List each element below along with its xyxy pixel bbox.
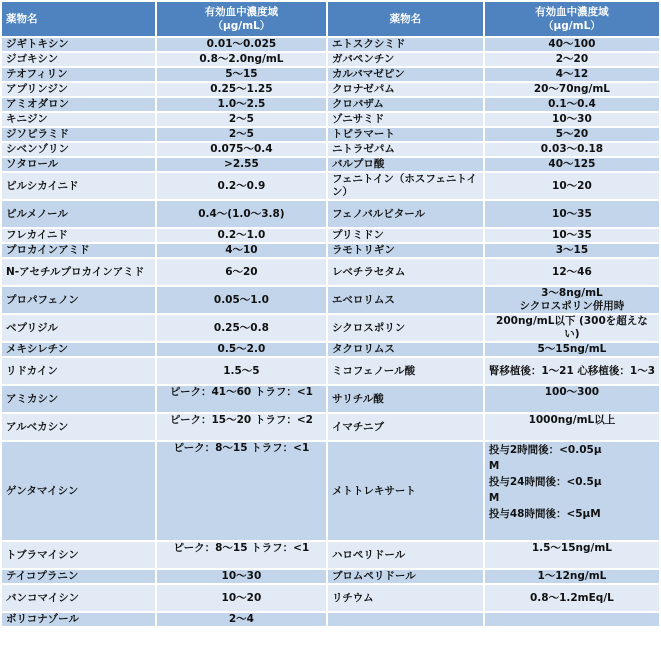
drug-name-cell: ベプリジル <box>2 315 155 341</box>
drug-name-cell: サリチル酸 <box>328 386 483 412</box>
range-cell: 0.8～2.0ng/mL <box>157 53 326 66</box>
range-cell: 2～5 <box>157 128 326 141</box>
drug-name-cell: ミコフェノール酸 <box>328 358 483 384</box>
drug-name-cell: ソタロール <box>2 158 155 171</box>
table-row <box>2 442 659 540</box>
range-cell: 5～15ng/mL <box>485 343 659 356</box>
table-row <box>2 38 659 51</box>
drug-name-cell: メキシレチン <box>2 343 155 356</box>
drug-name-cell: テオフィリン <box>2 68 155 81</box>
range-cell: 10～35 <box>485 229 659 242</box>
range-cell: 2～20 <box>485 53 659 66</box>
table-row <box>2 386 659 412</box>
header-range-2: 有効血中濃度域 （μg/mL） <box>485 2 659 36</box>
range-cell: 0.075～0.4 <box>157 143 326 156</box>
drug-name-cell: キニジン <box>2 113 155 126</box>
range-cell: 10～30 <box>485 113 659 126</box>
drug-name-cell: レベチラセタム <box>328 259 483 285</box>
drug-name-cell: アミカシン <box>2 386 155 412</box>
drug-name-cell: アプリンジン <box>2 83 155 96</box>
drug-name-cell: リチウム <box>328 585 483 611</box>
range-cell: 0.4～(1.0～3.8) <box>157 201 326 227</box>
table-row <box>2 128 659 141</box>
drug-name-cell: バンコマイシン <box>2 585 155 611</box>
drug-name-cell: トブラマイシン <box>2 542 155 568</box>
drug-name-cell: メトトレキサート <box>328 442 483 540</box>
drug-name-cell: ハロペリドール <box>328 542 483 568</box>
range-cell: 1～12ng/mL <box>485 570 659 583</box>
drug-name-cell: フレカイニド <box>2 229 155 242</box>
table-row <box>2 542 659 568</box>
range-cell: 100～300 <box>485 386 659 412</box>
range-cell: 6～20 <box>157 259 326 285</box>
range-cell <box>485 613 659 626</box>
drug-name-cell: プリミドン <box>328 229 483 242</box>
range-cell: 5～20 <box>485 128 659 141</box>
range-cell: >2.55 <box>157 158 326 171</box>
drug-name-cell: トピラマート <box>328 128 483 141</box>
range-cell: 0.05～1.0 <box>157 287 326 313</box>
drug-name-cell: アルベカシン <box>2 414 155 440</box>
range-cell: 40～100 <box>485 38 659 51</box>
range-cell: ピーク：15～20 トラフ：<2 <box>157 414 326 440</box>
range-cell: ピーク：8～15 トラフ：<1 <box>157 442 326 540</box>
table-row <box>2 358 659 384</box>
table-row <box>2 570 659 583</box>
range-cell: 5～15 <box>157 68 326 81</box>
range-cell: 10～30 <box>157 570 326 583</box>
drug-name-cell: N-アセチルプロカインアミド <box>2 259 155 285</box>
range-cell: 1.5～15ng/mL <box>485 542 659 568</box>
drug-name-cell: フェニトイン（ホスフェニトイン） <box>328 173 483 199</box>
drug-name-cell: リドカイン <box>2 358 155 384</box>
range-cell: 1.0～2.5 <box>157 98 326 111</box>
drug-name-cell: タクロリムス <box>328 343 483 356</box>
table-row <box>2 343 659 356</box>
table-row <box>2 113 659 126</box>
range-cell: 1.5～5 <box>157 358 326 384</box>
range-cell: 0.03～0.18 <box>485 143 659 156</box>
drug-name-cell: プロパフェノン <box>2 287 155 313</box>
drug-name-cell: ガバペンチン <box>328 53 483 66</box>
drug-name-cell: クロバザム <box>328 98 483 111</box>
range-cell: 10～35 <box>485 201 659 227</box>
range-cell: 10～20 <box>485 173 659 199</box>
range-cell: 投与2時間後：<0.05μ M 投与24時間後：<0.5μ M 投与48時間後：<5μM <box>485 442 659 540</box>
drug-name-cell: ボリコナゾール <box>2 613 155 626</box>
drug-name-cell: プロカインアミド <box>2 244 155 257</box>
range-cell: 3～15 <box>485 244 659 257</box>
drug-name-cell: ゲンタマイシン <box>2 442 155 540</box>
table-row <box>2 259 659 285</box>
range-cell: ピーク：8～15 トラフ：<1 <box>157 542 326 568</box>
drug-name-cell: エトスクシミド <box>328 38 483 51</box>
drug-name-cell: ピルシカイニド <box>2 173 155 199</box>
table-row <box>2 83 659 96</box>
drug-name-cell: シクロスポリン <box>328 315 483 341</box>
range-cell: 2～4 <box>157 613 326 626</box>
range-cell: 10～20 <box>157 585 326 611</box>
drug-name-cell: ゾニサミド <box>328 113 483 126</box>
range-cell: 4～12 <box>485 68 659 81</box>
range-cell: 0.5～2.0 <box>157 343 326 356</box>
table-row <box>2 613 659 626</box>
drug-name-cell: フェノバルビタール <box>328 201 483 227</box>
drug-name-cell: ラモトリギン <box>328 244 483 257</box>
drug-name-cell: カルバマゼピン <box>328 68 483 81</box>
table-row <box>2 68 659 81</box>
range-cell: 0.01～0.025 <box>157 38 326 51</box>
drug-name-cell: テイコプラニン <box>2 570 155 583</box>
drug-name-cell: クロナゼパム <box>328 83 483 96</box>
range-cell: 0.2～0.9 <box>157 173 326 199</box>
range-cell: 0.25～0.8 <box>157 315 326 341</box>
header-drug-name-1: 薬物名 <box>2 2 155 36</box>
range-cell: 0.1～0.4 <box>485 98 659 111</box>
drug-name-cell: ジギトキシン <box>2 38 155 51</box>
table-row <box>2 414 659 440</box>
drug-name-cell: アミオダロン <box>2 98 155 111</box>
range-cell: 腎移植後：1～21 心移植後：1～3 <box>485 358 659 384</box>
range-cell: ピーク：41～60 トラフ：<1 <box>157 386 326 412</box>
table-row <box>2 143 659 156</box>
drug-name-cell: ピルメノール <box>2 201 155 227</box>
drug-name-cell: ジソピラミド <box>2 128 155 141</box>
range-cell: 0.25～1.25 <box>157 83 326 96</box>
range-cell: 3～8ng/mL シクロスポリン併用時 <box>485 287 659 313</box>
drug-name-cell <box>328 613 483 626</box>
range-cell: 4～10 <box>157 244 326 257</box>
drug-name-cell: イマチニブ <box>328 414 483 440</box>
table-row <box>2 201 659 227</box>
table-row <box>2 53 659 66</box>
range-cell: 1000ng/mL以上 <box>485 414 659 440</box>
drug-name-cell: シベンゾリン <box>2 143 155 156</box>
table-row <box>2 315 659 341</box>
header-row <box>2 2 659 36</box>
header-range-1: 有効血中濃度域 （μg/mL） <box>157 2 326 36</box>
drug-name-cell: ブロムペリドール <box>328 570 483 583</box>
drug-name-cell: ジゴキシン <box>2 53 155 66</box>
drug-name-cell: バルプロ酸 <box>328 158 483 171</box>
drug-name-cell: エベロリムス <box>328 287 483 313</box>
table-row <box>2 287 659 313</box>
range-cell: 12～46 <box>485 259 659 285</box>
header-drug-name-2: 薬物名 <box>328 2 483 36</box>
range-cell: 40～125 <box>485 158 659 171</box>
range-cell: 0.2～1.0 <box>157 229 326 242</box>
range-cell: 0.8～1.2mEq/L <box>485 585 659 611</box>
table-row <box>2 229 659 242</box>
range-cell: 20～70ng/mL <box>485 83 659 96</box>
table-row <box>2 98 659 111</box>
table-row <box>2 585 659 611</box>
table-row <box>2 244 659 257</box>
table-row <box>2 173 659 199</box>
range-cell: 200ng/mL以下 (300を超えない) <box>485 315 659 341</box>
drug-name-cell: ニトラゼパム <box>328 143 483 156</box>
table-row <box>2 158 659 171</box>
range-cell: 2～5 <box>157 113 326 126</box>
